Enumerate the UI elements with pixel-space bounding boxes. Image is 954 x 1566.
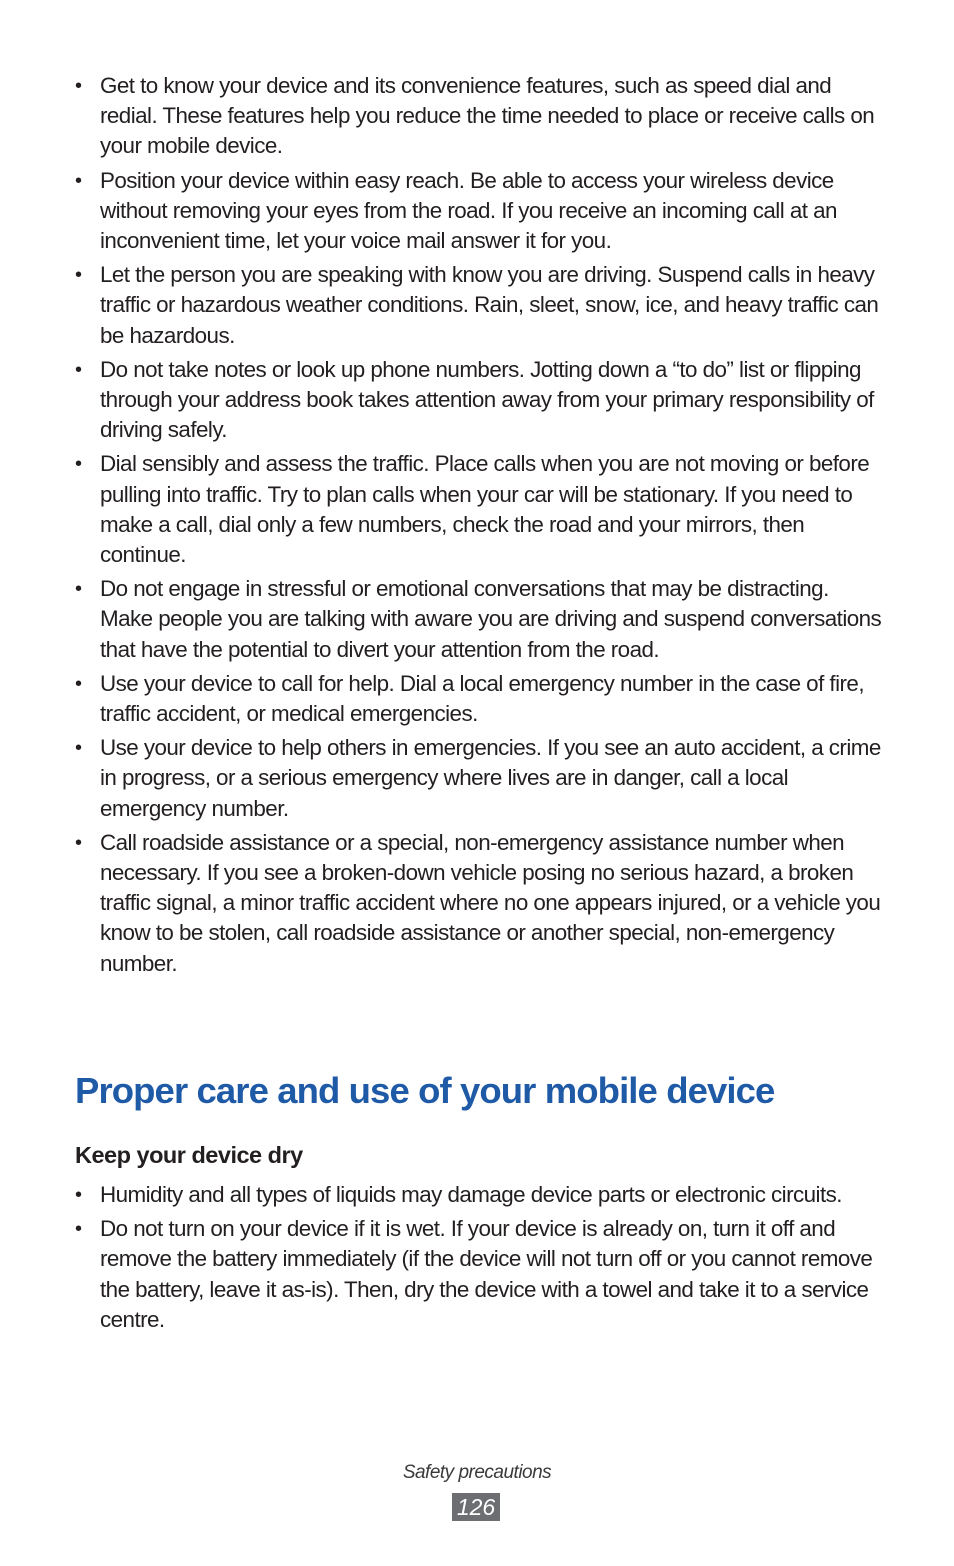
list-item: • Let the person you are speaking with know you are driving. Suspend calls in heavy traffic or hazardous weather conditions. Rain, sleet, snow, ice, and heavy traffic can be hazardous. bbox=[75, 260, 885, 351]
list-item: • Get to know your device and its convenience features, such as speed dial and redial. These features help you reduce the time needed to place or receive calls on your mobile device. bbox=[75, 71, 885, 162]
list-item: • Position your device within easy reach. Be able to access your wireless device without removing your eyes from the road. If you receive an incoming call at an inconvenient time, let your voice mail answer it for you. bbox=[75, 166, 885, 257]
driving-tips-list bbox=[75, 71, 885, 983]
list-item: • Do not turn on your device if it is wet. If your device is already on, turn it off and remove the battery immediately (if the device will not turn off or you cannot remove the battery, leave it as-is). Then, dry the device with a towel and take it to a service centre. bbox=[75, 1214, 885, 1335]
section-title: Proper care and use of your mobile device bbox=[75, 1070, 775, 1111]
subsection-title: Keep your device dry bbox=[75, 1142, 303, 1168]
list-item: • Humidity and all types of liquids may damage device parts or electronic circuits. bbox=[75, 1180, 885, 1210]
list-item: • Use your device to call for help. Dial a local emergency number in the case of fire, traffic accident, or medical emergencies. bbox=[75, 669, 885, 729]
list-item: • Use your device to help others in emergencies. If you see an auto accident, a crime in progress, or a serious emergency where lives are in danger, call a local emergency number. bbox=[75, 733, 885, 824]
page-number: 126 bbox=[452, 1493, 500, 1521]
list-item: • Do not engage in stressful or emotional conversations that may be distracting. Make people you are talking with aware you are driving and suspend conversations that have the potential to divert your attention from the road. bbox=[75, 574, 885, 665]
keep-dry-list bbox=[75, 1180, 885, 1339]
list-item: • Do not take notes or look up phone numbers. Jotting down a “to do” list or flipping through your address book takes attention away from your primary responsibility of driving safely. bbox=[75, 355, 885, 446]
list-item: • Dial sensibly and assess the traffic. Place calls when you are not moving or before pulling into traffic. Try to plan calls when your car will be stationary. If you need to make a call, dial only a few numbers, check the road and your mirrors, then continue. bbox=[75, 449, 885, 570]
footer-section-label: Safety precautions bbox=[402, 1462, 552, 1483]
list-item: • Call roadside assistance or a special, non-emergency assistance number when necessary. If you see a broken-down vehicle posing no serious hazard, a broken traffic signal, a minor traffic accident where no one appears injured, or a vehicle you know to be stolen, call roadside assistance or another special, non-emergency number. bbox=[75, 828, 885, 979]
